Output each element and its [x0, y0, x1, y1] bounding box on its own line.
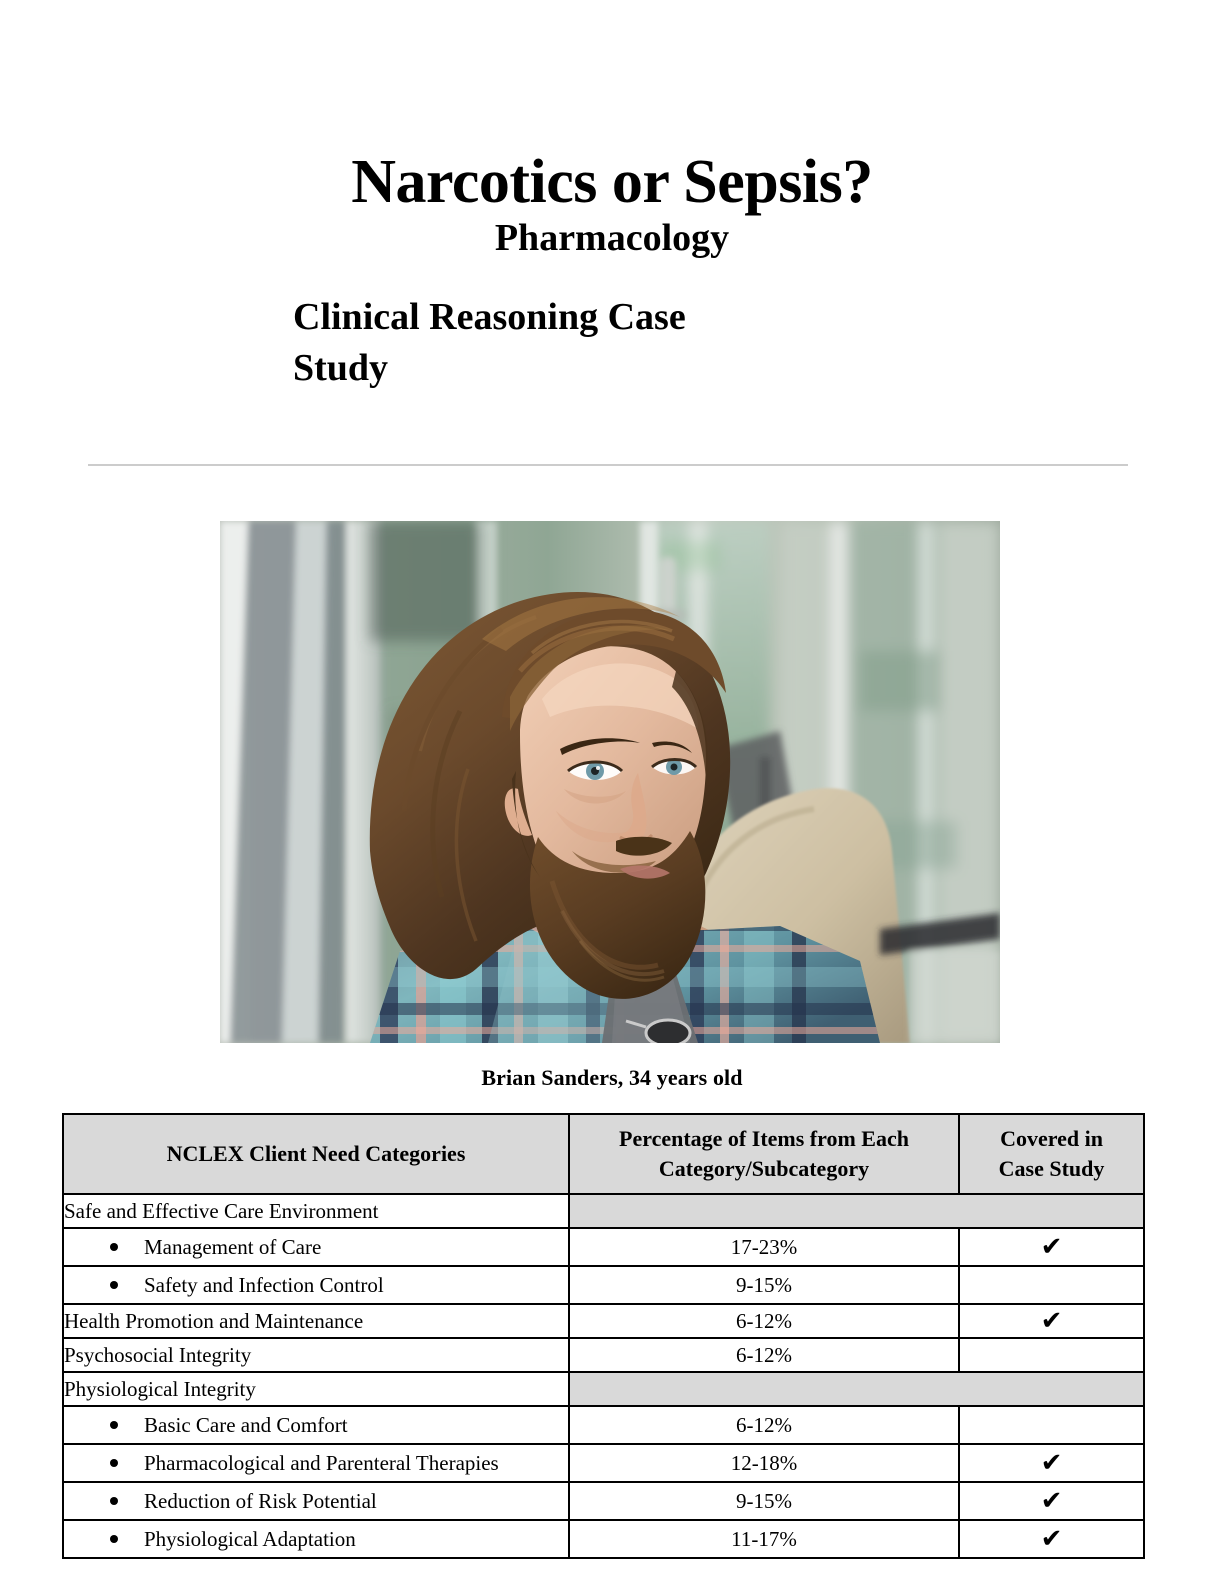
row-percentage: 11-17% [569, 1520, 959, 1558]
bullet-icon [110, 1243, 118, 1251]
row-label-category: Safe and Effective Care Environment [63, 1194, 569, 1228]
row-label-text: Basic Care and Comfort [144, 1412, 348, 1437]
table-row [63, 1304, 1144, 1338]
column-header-covered [959, 1114, 1144, 1194]
row-percentage: 6-12% [569, 1406, 959, 1444]
row-percentage: 17-23% [569, 1228, 959, 1266]
table-row [63, 1520, 1144, 1558]
patient-photo [220, 521, 1000, 1043]
table-row [63, 1194, 1144, 1228]
table-row [63, 1372, 1144, 1406]
table-row [63, 1444, 1144, 1482]
row-label-category: Physiological Integrity [63, 1372, 569, 1406]
table-row [63, 1482, 1144, 1520]
row-merged-shaded-cell [569, 1372, 1144, 1406]
row-label-category: Health Promotion and Maintenance [63, 1304, 569, 1338]
document-title-block [0, 150, 1224, 260]
nclex-client-need-categories-table [62, 1113, 1145, 1559]
column-header-percentage-line2: Category/Subcategory [658, 1156, 870, 1181]
row-label-text: Reduction of Risk Potential [144, 1488, 377, 1513]
table-body [63, 1194, 1144, 1558]
column-header-covered-line2: Case Study [998, 1156, 1105, 1181]
row-label-subcategory [63, 1482, 569, 1520]
row-percentage: 12-18% [569, 1444, 959, 1482]
page-title-line-2: Clinical Reasoning Case [293, 296, 686, 338]
table-header [63, 1114, 1144, 1194]
row-percentage: 9-15% [569, 1482, 959, 1520]
page-title-line-3: Study [293, 347, 389, 390]
covered-empty-cell [959, 1406, 1144, 1444]
table-row [63, 1338, 1144, 1372]
bullet-icon [110, 1421, 118, 1429]
column-header-covered-line1: Covered in [1000, 1126, 1103, 1152]
row-label-text: Pharmacological and Parenteral Therapies [144, 1450, 499, 1475]
covered-check-icon: ✔ [959, 1444, 1144, 1482]
column-header-percentage [569, 1114, 959, 1194]
row-label-subcategory [63, 1444, 569, 1482]
page-subtitle: Pharmacology [494, 217, 730, 260]
bullet-icon [110, 1281, 118, 1289]
row-label-subcategory [63, 1266, 569, 1304]
column-header-categories: NCLEX Client Need Categories [63, 1114, 569, 1194]
bullet-icon [110, 1535, 118, 1543]
nclex-table-container [62, 1113, 1143, 1559]
bullet-icon [110, 1459, 118, 1467]
covered-check-icon: ✔ [959, 1304, 1144, 1338]
bullet-icon [110, 1497, 118, 1505]
row-label-subcategory [63, 1520, 569, 1558]
covered-empty-cell [959, 1266, 1144, 1304]
row-label-text: Physiological Adaptation [144, 1526, 356, 1551]
horizontal-divider [88, 464, 1128, 466]
table-row [63, 1266, 1144, 1304]
covered-check-icon: ✔ [959, 1520, 1144, 1558]
patient-photo-graphic [220, 521, 1000, 1043]
table-row [63, 1228, 1144, 1266]
row-label-text: Management of Care [144, 1234, 322, 1259]
page-title: Narcotics or Sepsis? [351, 148, 873, 216]
row-label-text: Safety and Infection Control [144, 1272, 384, 1297]
covered-check-icon: ✔ [959, 1482, 1144, 1520]
row-percentage: 9-15% [569, 1266, 959, 1304]
page-title-continued [293, 292, 993, 395]
covered-empty-cell [959, 1338, 1144, 1372]
row-label-subcategory [63, 1406, 569, 1444]
row-label-category: Psychosocial Integrity [63, 1338, 569, 1372]
table-header-row [63, 1114, 1144, 1194]
photo-caption: Brian Sanders, 34 years old [481, 1065, 743, 1090]
column-header-percentage-line1: Percentage of Items from Each [619, 1126, 909, 1152]
row-merged-shaded-cell [569, 1194, 1144, 1228]
row-percentage: 6-12% [569, 1338, 959, 1372]
row-label-subcategory [63, 1228, 569, 1266]
row-percentage: 6-12% [569, 1304, 959, 1338]
table-row [63, 1406, 1144, 1444]
covered-check-icon: ✔ [959, 1228, 1144, 1266]
